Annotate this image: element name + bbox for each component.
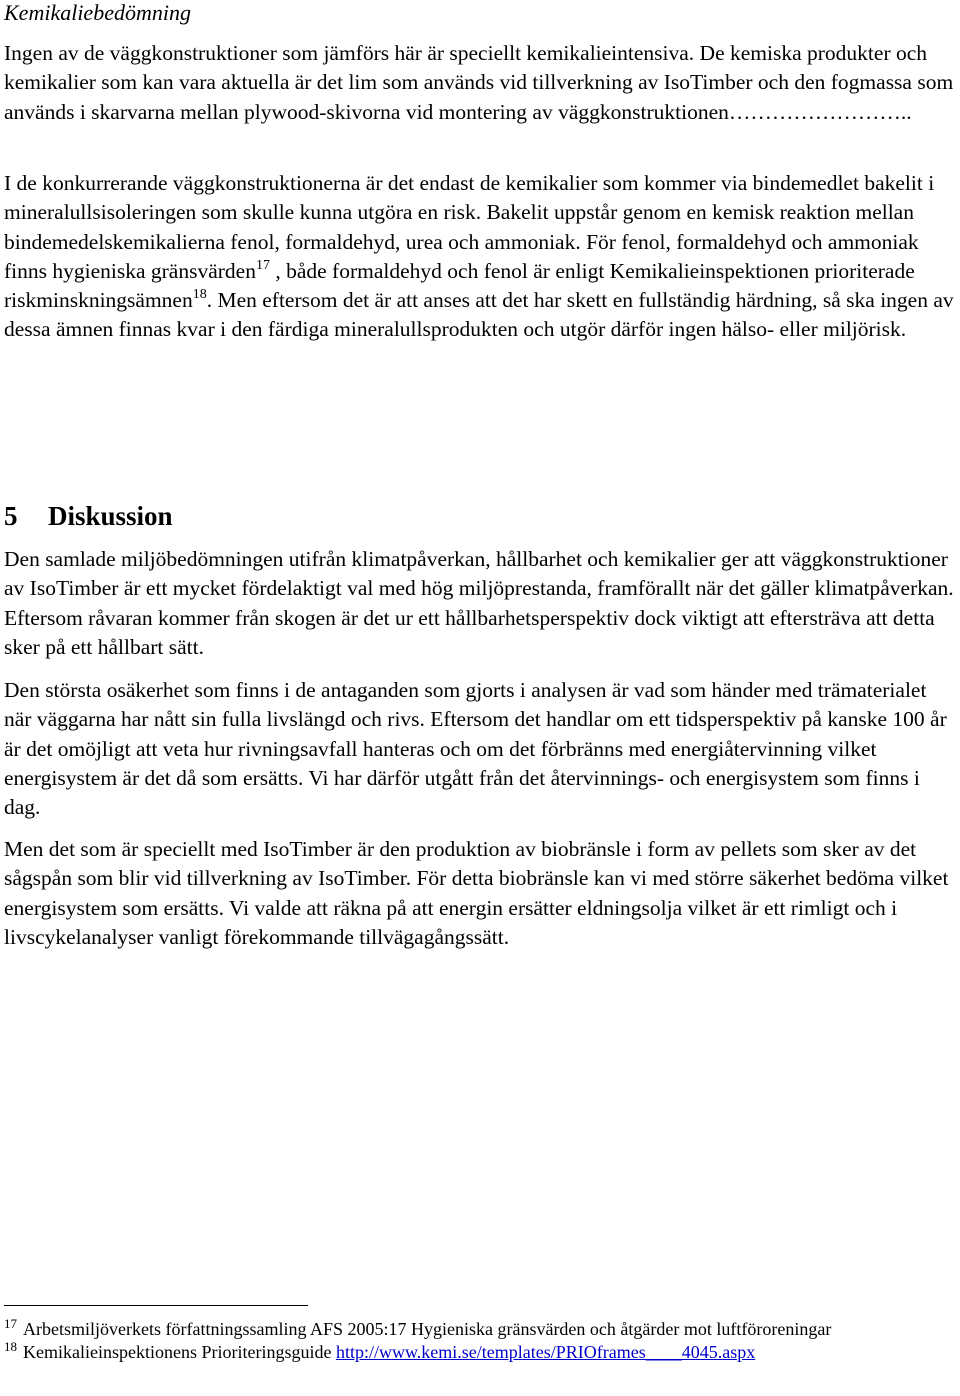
paragraph-kemikalie-bakelit — [4, 169, 956, 345]
footnote-number: 18 — [4, 1339, 17, 1354]
section-title: Diskussion — [48, 501, 173, 531]
paragraph-text: . Men eftersom det är att anses att det har skett en fullständig härdning, så ska ingen av dessa ämnen finnas kvar i den färdiga mineralullsprodukten och utgör därför ingen hälso- eller miljörisk. — [4, 288, 954, 342]
footnote-separator — [4, 1305, 308, 1306]
section-heading-diskussion — [4, 500, 173, 532]
paragraph-text: I de konkurrerande väggkonstruktionerna är det endast de kemikalier som kommer via bindemedlet bakelit i mineralullsisoleringen som skulle kunna utgöra en risk. Bakelit uppstår genom en kemisk reaktion mellan bindemedelskemikalierna fenol, formaldehyd, urea och ammoniak. För fenol, formaldehyd och ammoniak finns hygieniska gränsvärden — [4, 171, 935, 283]
paragraph-text: , både formaldehyd och fenol är enligt Kemikalieinspektionen prioriterade riskminskningsämnen — [4, 258, 915, 313]
footnotes — [4, 1318, 956, 1364]
footnote-17 — [4, 1318, 956, 1341]
paragraph-diskussion-2: Den största osäkerhet som finns i de antaganden som gjorts i analysen är vad som händer med trämaterialet när väggarna har nått sin fulla livslängd och rivs. Eftersom det handlar om ett tidsperspektiv på kanske 100 år är det omöjligt att veta hur rivningsavfall hanteras och om det förbränns med energiåtervinning vilket energisystem är det då som ersätts. Vi har därför utgått från det återvinnings- och energisystem som finns i dag. — [4, 678, 947, 820]
footnote-ref-17[interactable]: 17 — [255, 257, 270, 273]
paragraph-diskussion-1: Den samlade miljöbedömningen utifrån klimatpåverkan, hållbarhet och kemikalier ger att väggkonstruktioner av IsoTimber är ett mycket fördelaktigt val med hög miljöprestanda, framförallt när det gäller klimatpåverkan. Eftersom råvaran kommer från skogen är det ur ett hållbarhetsperspektiv dock viktigt att eftersträva att detta sker på ett hållbart sätt. — [4, 547, 954, 659]
subsection-heading-kemikaliebedomning: Kemikaliebedömning — [4, 0, 191, 25]
footnote-number: 17 — [4, 1316, 17, 1331]
footnote-18 — [4, 1341, 956, 1364]
footnote-text: Arbetsmiljöverkets författningssamling AFS 2005:17 Hygieniska gränsvärden och åtgärder mot luftföroreningar — [23, 1319, 832, 1339]
paragraph-diskussion-3: Men det som är speciellt med IsoTimber är den produktion av biobränsle i form av pellets som sker av det sågspån som blir vid tillverkning av IsoTimber. För detta biobränsle kan vi med större säkerhet bedöma vilket energisystem som ersätts. Vi valde att räkna på att energin ersätter eldningsolja vilket är ett rimligt och i livscykelanalyser vanligt förekommande tillvägagångssätt. — [4, 837, 949, 949]
paragraph-kemikalie-intro: Ingen av de väggkonstruktioner som jämförs här är speciellt kemikalieintensiva. De kemiska produkter och kemikalier som kan vara aktuella är det lim som används vid tillverkning av IsoTimber och den fogmassa som används i skarvarna mellan plywood-skivorna vid montering av väggkonstruktionen…………………….. — [4, 41, 954, 124]
footnote-link[interactable]: http://www.kemi.se/templates/PRIOframes____4045.aspx — [335, 1342, 756, 1362]
section-number: 5 — [4, 501, 18, 531]
footnote-ref-18[interactable]: 18 — [192, 287, 207, 303]
footnote-text: Kemikalieinspektionens Prioriteringsguide — [23, 1342, 336, 1362]
